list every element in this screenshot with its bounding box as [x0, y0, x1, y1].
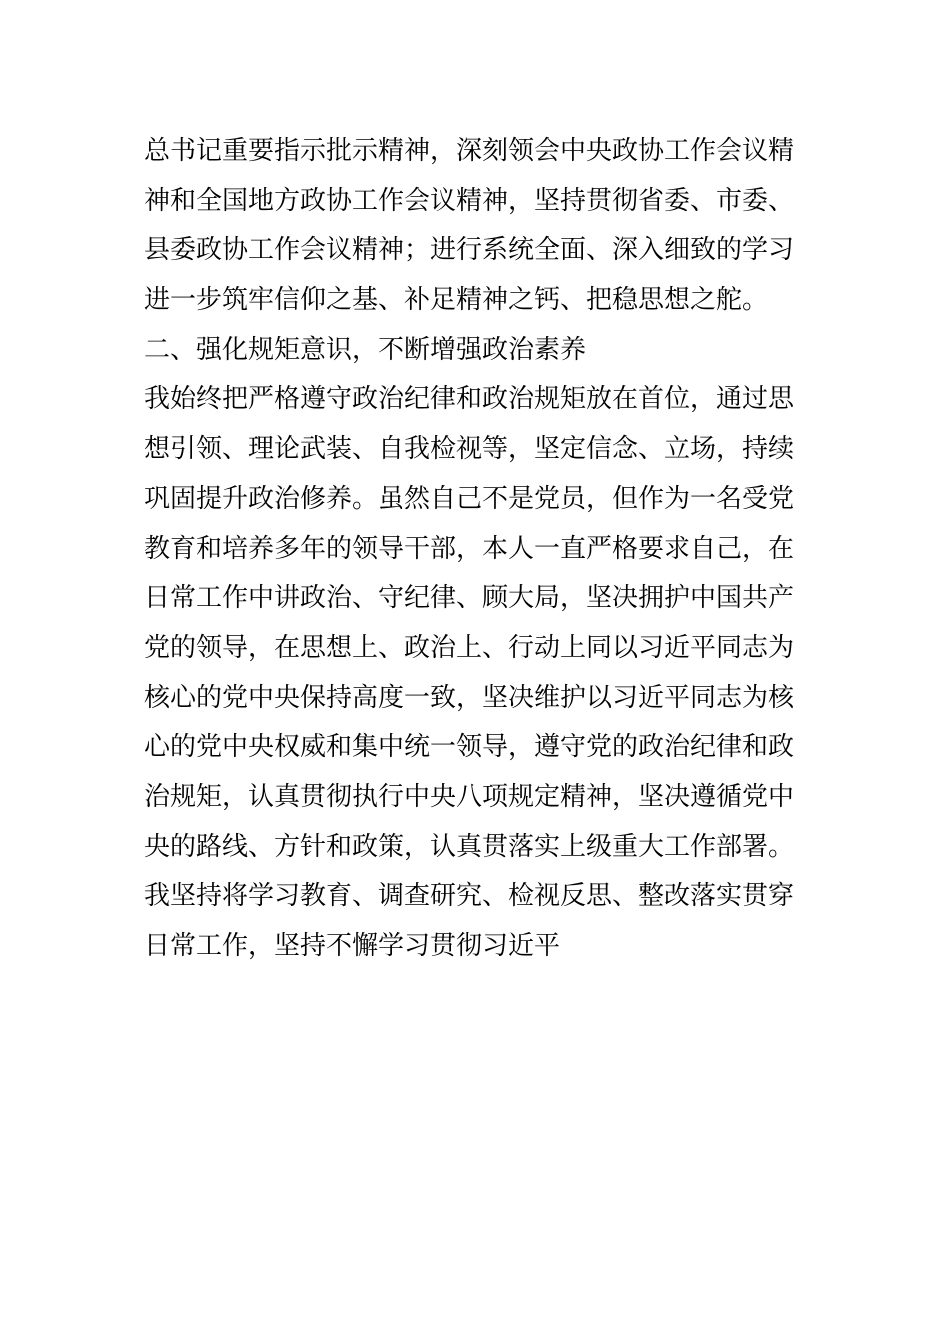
text-line: 日常工作中讲政治、守纪律、顾大局，坚决拥护中国共产 [144, 583, 795, 614]
document-body [144, 127, 824, 972]
text-line: 治规矩，认真贯彻执行中央八项规定精神，坚决遵循党中 [144, 781, 795, 812]
section-heading: 二、强化规矩意识，不断增强政治素养 [144, 334, 587, 365]
text-line: 神和全国地方政协工作会议精神，坚持贯彻省委、市委、 [144, 185, 795, 216]
text-line: 党的领导，在思想上、政治上、行动上同以习近平同志为 [144, 632, 795, 663]
text-line: 日常工作，坚持不懈学习贯彻习近平 [144, 931, 561, 961]
text-line: 我始终把严格遵守政治纪律和政治规矩放在首位，通过思 [144, 384, 795, 415]
text-line: 县委政协工作会议精神；进行系统全面、深入细致的学习 [144, 235, 795, 266]
text-line: 核心的党中央保持高度一致，坚决维护以习近平同志为核 [144, 682, 795, 713]
text-line: 心的党中央权威和集中统一领导，遵守党的政治纪律和政 [144, 732, 795, 763]
text-line: 教育和培养多年的领导干部，本人一直严格要求自己，在 [144, 533, 795, 564]
text-line: 进一步筑牢信仰之基、补足精神之钙、把稳思想之舵。 [144, 285, 769, 316]
text-line: 央的路线、方针和政策，认真贯落实上级重大工作部署。 [144, 831, 795, 862]
text-line: 想引领、理论武装、自我检视等，坚定信念、立场，持续 [144, 434, 795, 465]
text-line: 我坚持将学习教育、调查研究、检视反思、整改落实贯穿 [144, 881, 795, 912]
text-line: 巩固提升政治修养。虽然自己不是党员，但作为一名受党 [144, 483, 795, 514]
text-line: 总书记重要指示批示精神，深刻领会中央政协工作会议精 [144, 136, 795, 166]
